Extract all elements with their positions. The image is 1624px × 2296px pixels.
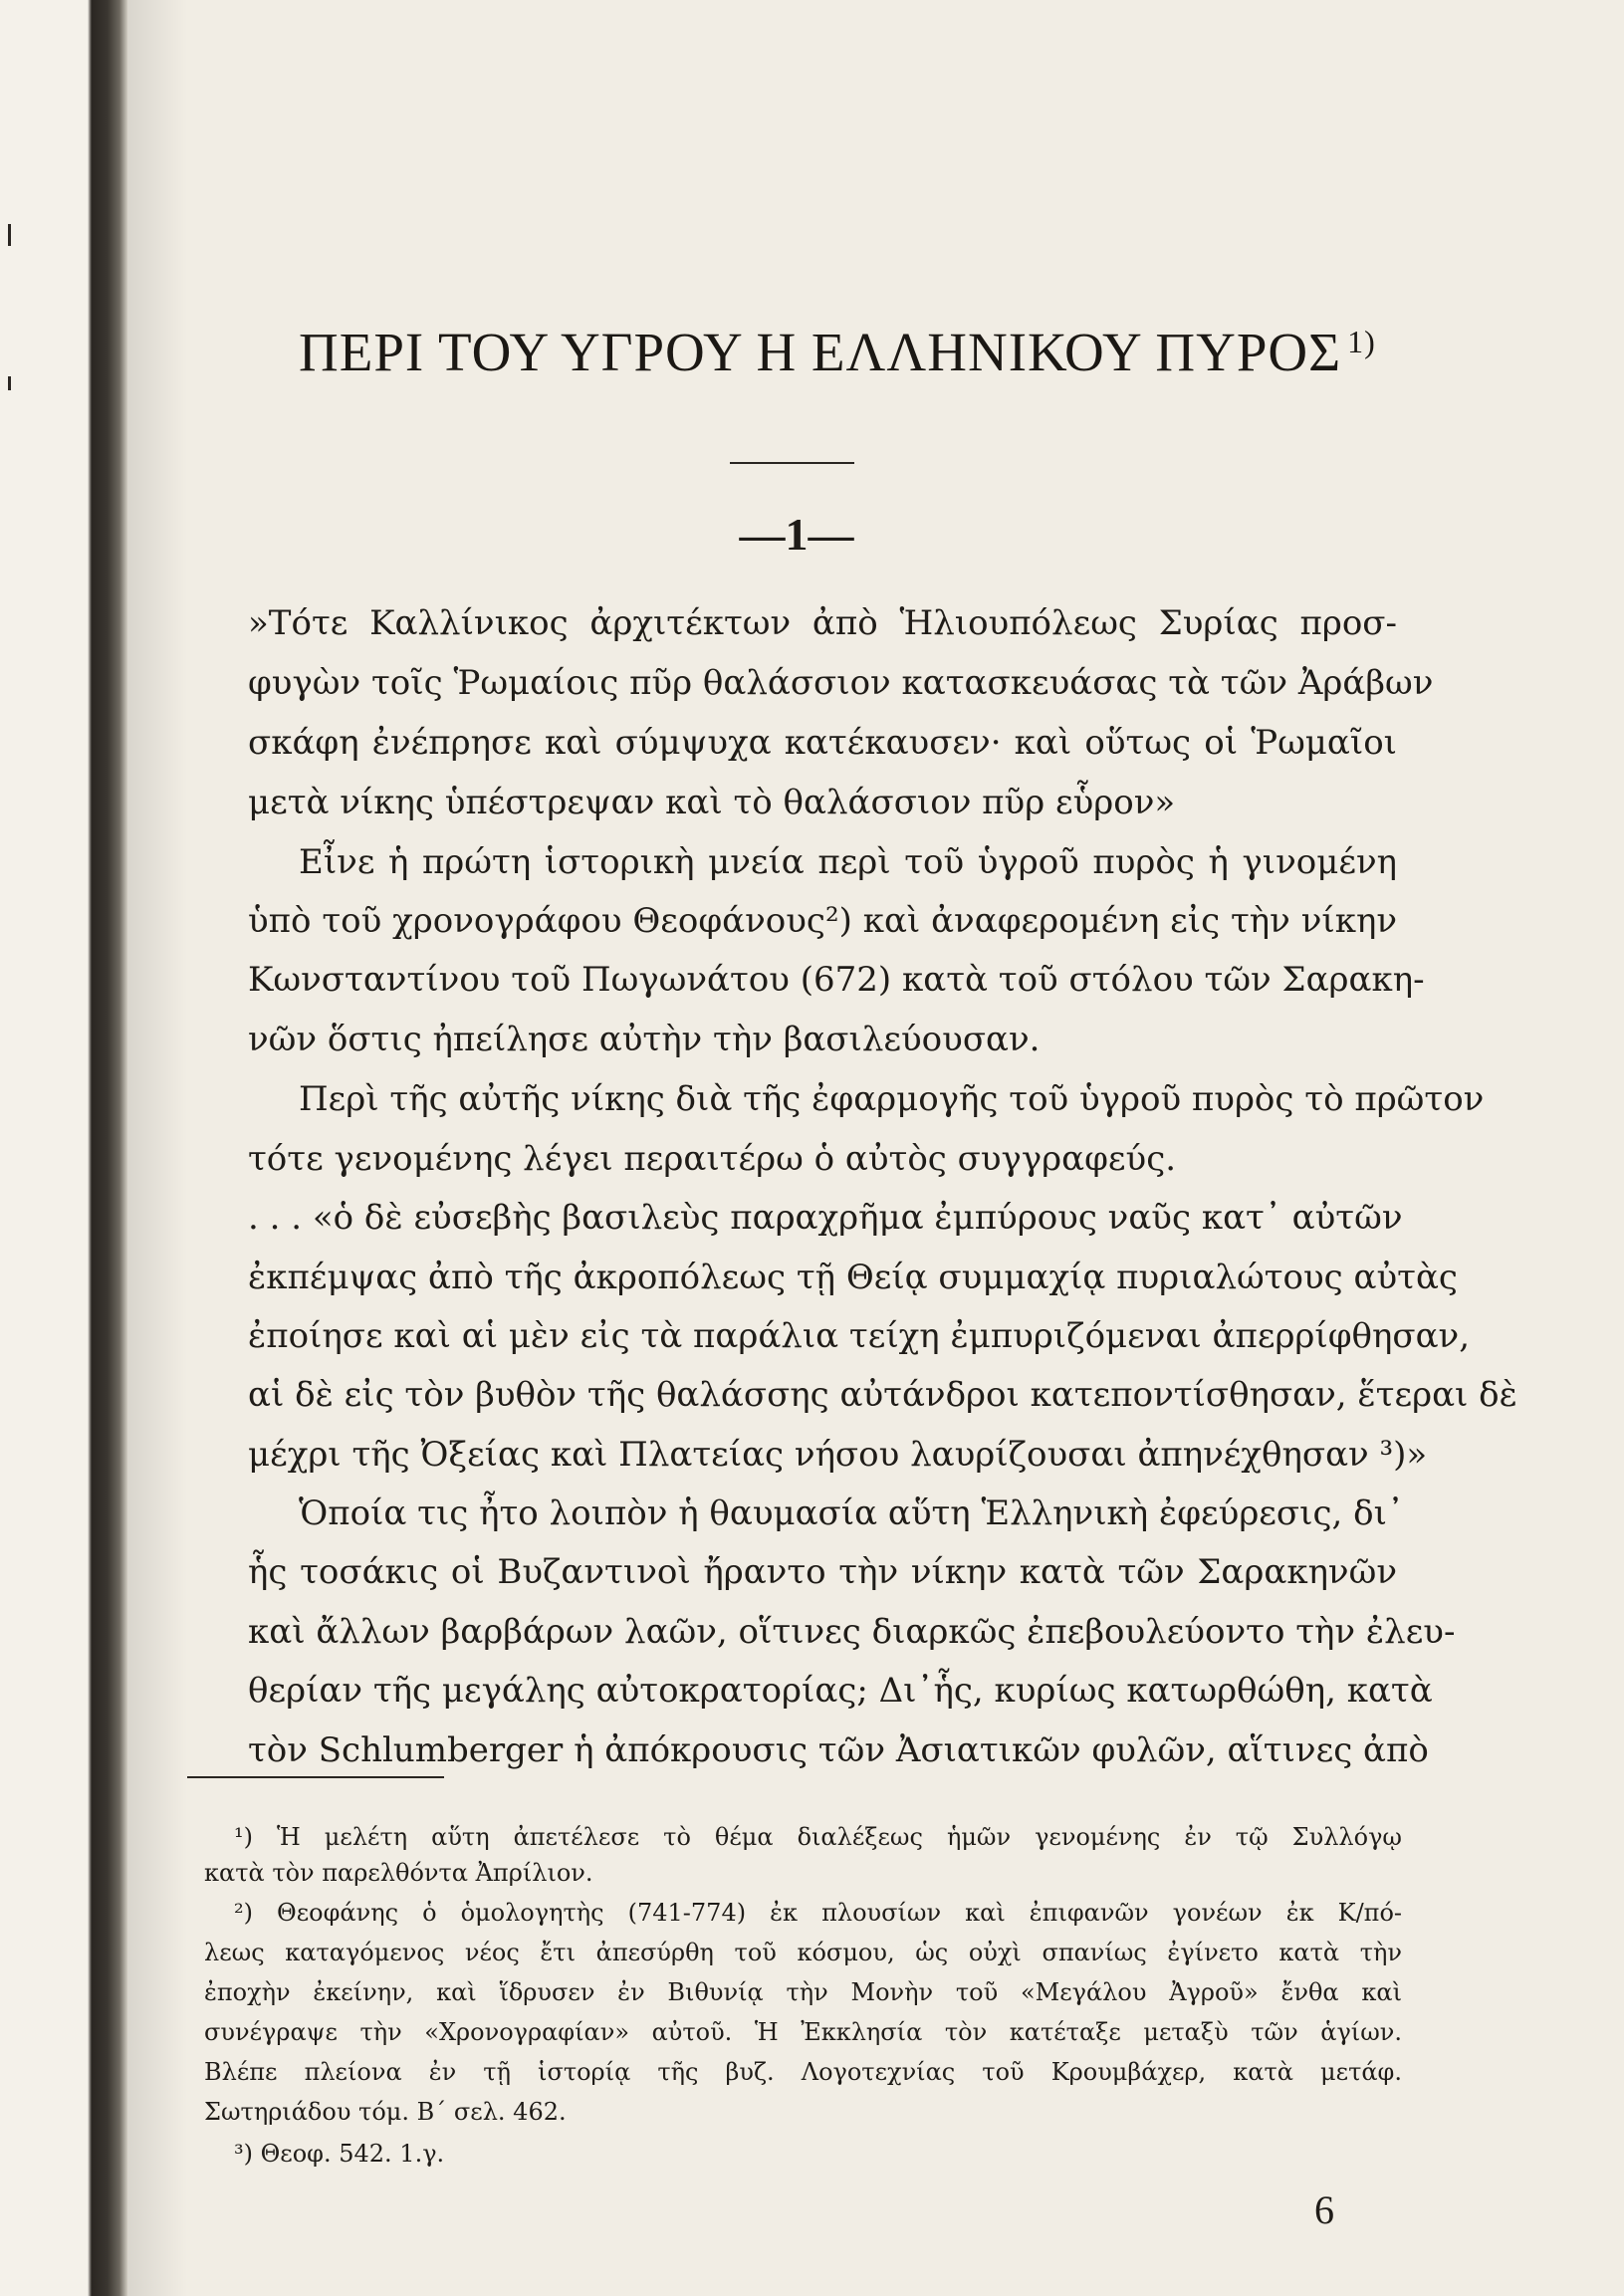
body-line: »Τότε Καλλίνικος ἀρχιτέκτων ἀπὸ Ἡλιουπόλεως Συρίας προσ- bbox=[248, 603, 1397, 643]
body-line: θερίαν τῆς μεγάλης αὐτοκρατορίας; Δι᾽ἧς, κυρίως κατωρθώθη, κατὰ bbox=[248, 1671, 1433, 1711]
footnote-rule bbox=[187, 1776, 444, 1778]
section-number: —1— bbox=[739, 509, 854, 560]
body-line: ἐποίησε καὶ αἱ μὲν εἰς τὰ παράλια τείχη ἐμπυριζόμεναι ἀπερρίφθησαν, bbox=[248, 1316, 1471, 1356]
title-rule bbox=[730, 462, 854, 464]
body-line: Περὶ τῆς αὐτῆς νίκης διὰ τῆς ἐφαρμογῆς τοῦ ὑγροῦ πυρὸς τὸ πρῶτον bbox=[299, 1079, 1485, 1119]
body-line: τότε γενομένης λέγει περαιτέρω ὁ αὐτὸς συγγραφεύς. bbox=[248, 1139, 1177, 1179]
body-line: Εἶνε ἡ πρώτη ἱστορικὴ μνεία περὶ τοῦ ὑγροῦ πυρὸς ἡ γινομένη bbox=[299, 842, 1397, 882]
page-number: 6 bbox=[1314, 2187, 1334, 2232]
footnote-line: ³) Θεοφ. 542. 1.γ. bbox=[234, 2140, 445, 2168]
footnote-line: λεως καταγόμενος νέος ἔτι ἀπεσύρθη τοῦ κόσμου, ὡς οὐχὶ σπανίως ἐγίνετο κατὰ τὴν bbox=[204, 1939, 1402, 1966]
footnote-line: κατὰ τὸν παρελθόντα Ἀπρίλιον. bbox=[204, 1859, 593, 1887]
body-line: Κωνσταντίνου τοῦ Πωγωνάτου (672) κατὰ τοῦ στόλου τῶν Σαρακη- bbox=[248, 960, 1425, 1000]
body-line: φυγὼν τοῖς Ῥωμαίοις πῦρ θαλάσσιον κατασκευάσας τὰ τῶν Ἀράβων bbox=[248, 663, 1434, 703]
body-line: τὸν Schlumberger ἡ ἀπόκρουσις τῶν Ἀσιατικῶν φυλῶν, αἵτινες ἀπὸ bbox=[248, 1730, 1429, 1770]
footnote-line: ²) Θεοφάνης ὁ ὁμολογητὴς (741-774) ἐκ πλουσίων καὶ ἐπιφανῶν γονέων ἐκ Κ/πό- bbox=[234, 1899, 1402, 1927]
footnote-line: Σωτηριάδου τόμ. Β΄ σελ. 462. bbox=[204, 2098, 567, 2126]
body-line: ὑπὸ τοῦ χρονογράφου Θεοφάνους²) καὶ ἀναφερομένη εἰς τὴν νίκην bbox=[248, 901, 1397, 941]
title-text: ΠΕΡΙ ΤΟΥ ΥΓΡΟΥ Η ΕΛΛΗΝΙΚΟΥ ΠΥΡΟΣ bbox=[299, 322, 1342, 382]
footnote-line: Βλέπε πλείονα ἐν τῇ ἱστορίᾳ τῆς βυζ. Λογοτεχνίας τοῦ Κρουμβάχερ, κατὰ μετάφ. bbox=[204, 2058, 1402, 2086]
body-line: σκάφη ἐνέπρησε καὶ σύμψυχα κατέκαυσεν· καὶ οὕτως οἱ Ῥωμαῖοι bbox=[248, 723, 1397, 763]
body-line: νῶν ὅστις ἠπείλησε αὐτὴν τὴν βασιλεύουσαν. bbox=[248, 1020, 1041, 1059]
footnote-line: συνέγραψε τὴν «Χρονογραφίαν» αὐτοῦ. Ἡ Ἐκκλησία τὸν κατέταξε μεταξὺ τῶν ἁγίων. bbox=[204, 2018, 1402, 2046]
body-line: μέχρι τῆς Ὀξείας καὶ Πλατείας νήσου λαυρίζουσαι ἀπηνέχθησαν ³)» bbox=[248, 1435, 1428, 1475]
title-footnote-ref: 1) bbox=[1347, 324, 1376, 359]
body-line: καὶ ἄλλων βαρβάρων λαῶν, οἵτινες διαρκῶς ἐπεβουλεύοντο τὴν ἐλευ- bbox=[248, 1612, 1456, 1652]
body-line: Ὁποία τις ἦτο λοιπὸν ἡ θαυμασία αὕτη Ἑλληνικὴ ἐφεύρεσις, δι᾽ bbox=[299, 1493, 1404, 1533]
footnote-line: ¹) Ἡ μελέτη αὕτη ἀπετέλεσε τὸ θέμα διαλέξεως ἡμῶν γενομένης ἐν τῷ Συλλόγῳ bbox=[234, 1823, 1402, 1851]
body-line: μετὰ νίκης ὑπέστρεψαν καὶ τὸ θαλάσσιον πῦρ εὗρον» bbox=[248, 783, 1176, 822]
body-line: αἱ δὲ εἰς τὸν βυθὸν τῆς θαλάσσης αὐτάνδροι κατεποντίσθησαν, ἕτεραι δὲ bbox=[248, 1375, 1517, 1415]
page-title bbox=[299, 321, 1404, 383]
body-line: ἐκπέμψας ἀπὸ τῆς ἀκροπόλεως τῇ Θείᾳ συμμαχίᾳ πυριαλώτους αὐτὰς bbox=[248, 1258, 1458, 1297]
body-line: . . . «ὁ δὲ εὐσεβὴς βασιλεὺς παραχρῆμα ἐμπύρους ναῦς κατ᾽ αὐτῶν bbox=[248, 1198, 1403, 1238]
body-line: ἧς τοσάκις οἱ Βυζαντινοὶ ἤραντο τὴν νίκην κατὰ τῶν Σαρακηνῶν bbox=[248, 1552, 1397, 1592]
footnote-line: ἐποχὴν ἐκείνην, καὶ ἵδρυσεν ἐν Βιθυνίᾳ τὴν Μονὴν τοῦ «Μεγάλου Ἀγροῦ» ἔνθα καὶ bbox=[204, 1978, 1402, 2006]
